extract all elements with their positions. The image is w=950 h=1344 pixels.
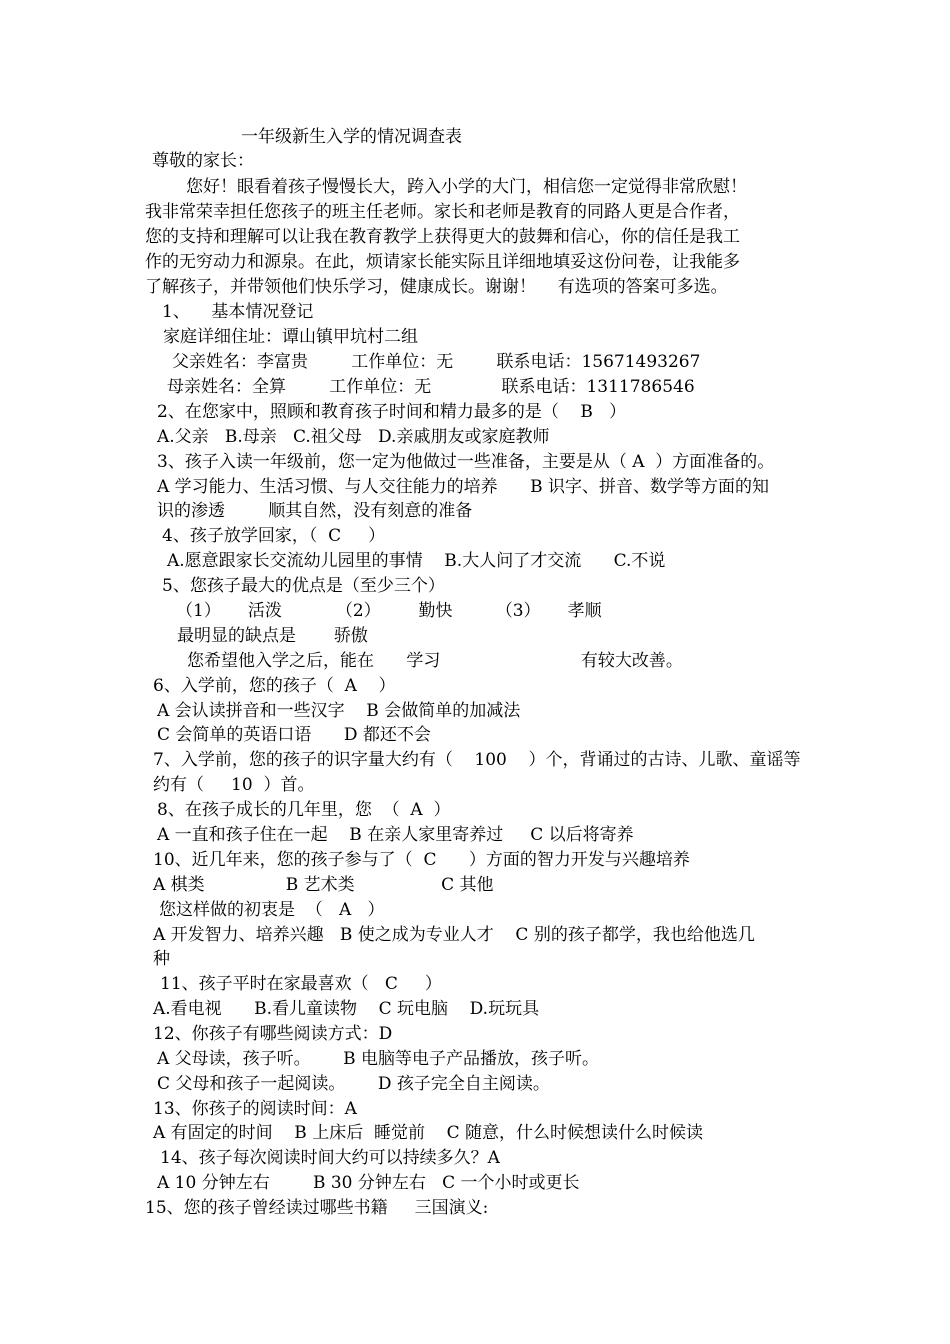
q5-merits: （1） 活泼 （2） 勤快 （3） 孝顺 — [176, 601, 602, 621]
q1-father: 父亲姓名：李富贵 工作单位：无 联系电话：15671493267 — [172, 352, 701, 372]
q5-question: 5、您孩子最大的优点是（至少三个） — [162, 576, 445, 596]
q11-question: 11、孩子平时在家最喜欢（ C ） — [160, 974, 442, 994]
q15-question: 15、您的孩子曾经读过哪些书籍 三国演义: — [145, 1198, 489, 1218]
q3-options: 识的渗透 顺其自然，没有刻意的准备 — [157, 501, 473, 521]
q6-options: A 会认读拼音和一些汉字 B 会做简单的加减法 — [157, 701, 521, 721]
q10-reason-options: 种 — [153, 949, 170, 969]
q8-options: A 一直和孩子住在一起 B 在亲人家里寄养过 C 以后将寄养 — [157, 825, 634, 845]
q3-options: A 学习能力、生活习惯、与人交往能力的培养 B 识字、拼音、数学等方面的知 — [157, 477, 769, 497]
q5-weakness: 最明显的缺点是 骄傲 — [177, 626, 368, 646]
q13-options: A 有固定的时间 B 上床后 睡觉前 C 随意，什么时候想读什么时候读 — [153, 1123, 704, 1143]
q1-heading: 1、 基本情况登记 — [162, 302, 314, 322]
q6-options: C 会简单的英语口语 D 都还不会 — [157, 725, 431, 745]
q11-options: A.看电视 B.看儿童读物 C 玩电脑 D.玩玩具 — [153, 999, 540, 1019]
intro-line: 了解孩子，并带领他们快乐学习，健康成长。谢谢！ 有选项的答案可多选。 — [145, 277, 728, 297]
q7-line: 7、入学前，您的孩子的识字量大约有（ 100 ）个，背诵过的古诗、儿歌、童谣等 — [153, 750, 801, 770]
q1-address: 家庭详细住址：谭山镇甲坑村二组 — [163, 327, 418, 347]
q12-options: A 父母读，孩子听。 B 电脑等电子产品播放，孩子听。 — [157, 1049, 599, 1069]
q4-options: A.愿意跟家长交流幼儿园里的事情 B.大人问了才交流 C.不说 — [167, 551, 666, 571]
intro-line: 您好！眼看着孩子慢慢长大，跨入小学的大门，相信您一定觉得非常欣慰！ — [186, 177, 747, 197]
q2-options: A.父亲 B.母亲 C.祖父母 D.亲戚朋友或家庭教师 — [157, 427, 550, 447]
page-title: 一年级新生入学的情况调查表 — [241, 127, 462, 147]
q7-line: 约有（ 10 ）首。 — [153, 775, 315, 795]
q10-question: 10、近几年来，您的孩子参与了（ C ）方面的智力开发与兴趣培养 — [153, 850, 690, 870]
q3-question: 3、孩子入读一年级前，您一定为他做过一些准备，主要是从（ A ）方面准备的。 — [157, 452, 775, 472]
q2-question: 2、在您家中，照顾和教育孩子时间和精力最多的是（ B ） — [157, 402, 627, 422]
q8-question: 8、在孩子成长的几年里，您 （ A ） — [157, 800, 451, 820]
q14-question: 14、孩子每次阅读时间大约可以持续多久？A — [160, 1148, 500, 1168]
greeting: 尊敬的家长： — [152, 151, 254, 171]
q10-options: A 棋类 B 艺术类 C 其他 — [153, 875, 494, 895]
q12-options: C 父母和孩子一起阅读。 D 孩子完全自主阅读。 — [157, 1074, 550, 1094]
intro-line: 您的支持和理解可以让我在教育教学上获得更大的鼓舞和信心，你的信任是我工 — [145, 227, 740, 247]
q13-question: 13、你孩子的阅读时间：A — [153, 1099, 357, 1119]
q10-reason-options: A 开发智力、培养兴趣 B 使之成为专业人才 C 别的孩子都学，我也给他选几 — [153, 925, 755, 945]
q1-mother: 母亲姓名：全算 工作单位：无 联系电话：1311786546 — [167, 377, 695, 397]
intro-line: 作的无穷动力和源泉。在此，烦请家长能实际且详细地填妥这份问卷，让我能多 — [145, 252, 740, 272]
intro-line: 我非常荣幸担任您孩子的班主任老师。家长和老师是教育的同路人更是合作者， — [145, 202, 740, 222]
q14-options: A 10 分钟左右 B 30 分钟左右 C 一个小时或更长 — [157, 1173, 580, 1193]
q12-question: 12、你孩子有哪些阅读方式：D — [153, 1024, 393, 1044]
q4-question: 4、孩子放学回家，（ C ） — [162, 526, 386, 546]
q5-hope: 您希望他入学之后，能在 学习 有较大改善。 — [187, 651, 683, 671]
q6-question: 6、入学前，您的孩子（ A ） — [153, 676, 396, 696]
q10-reason: 您这样做的初衷是 （ A ） — [159, 900, 385, 920]
